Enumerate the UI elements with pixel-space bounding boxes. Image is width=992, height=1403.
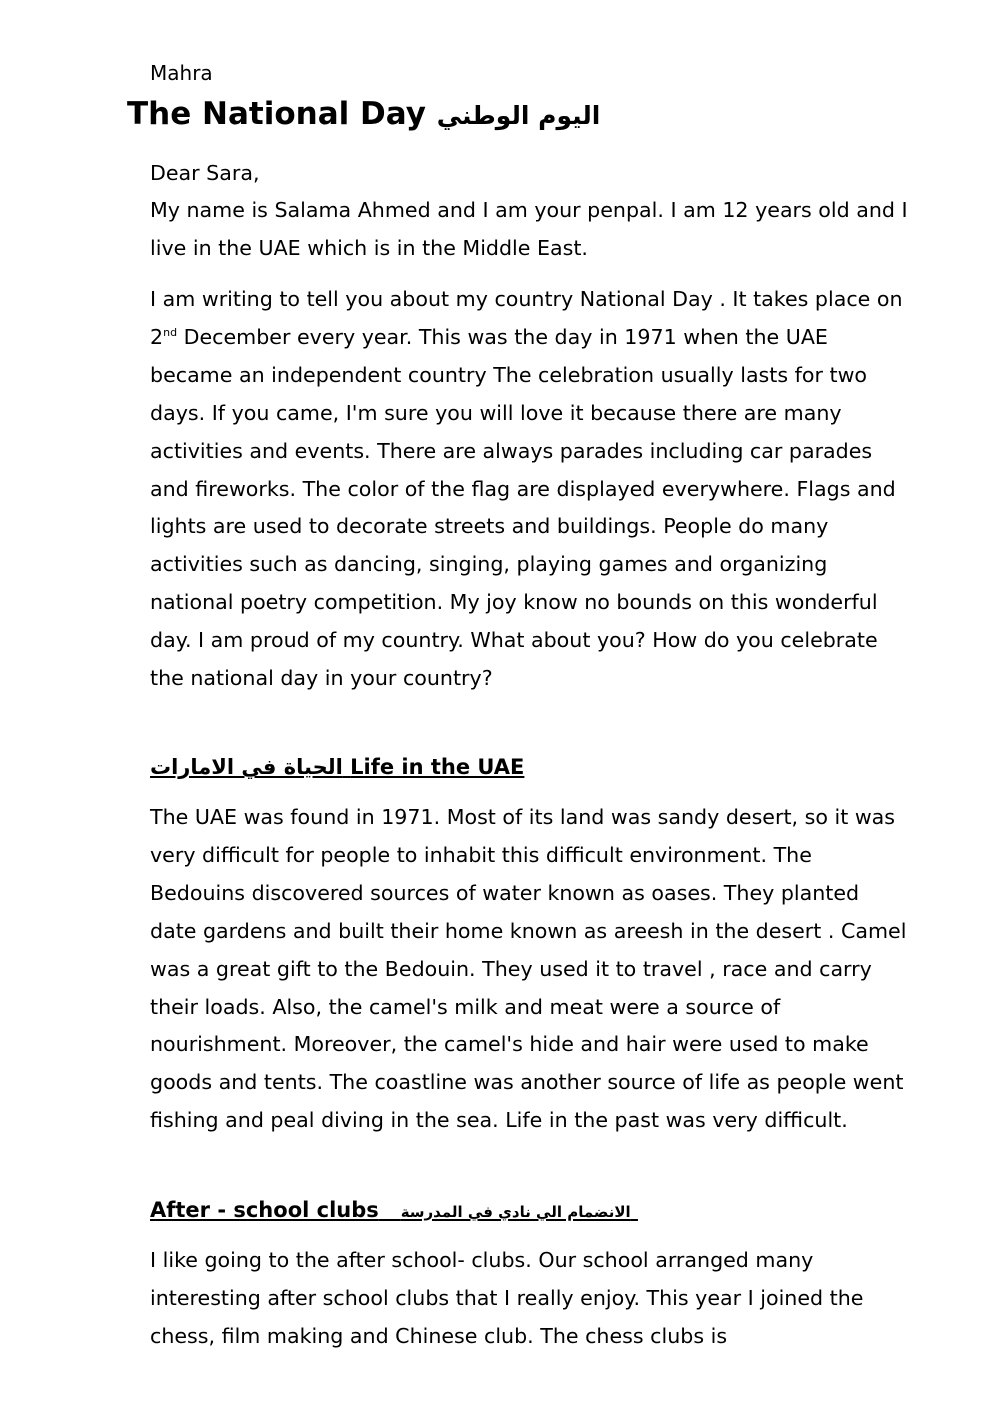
letter-greeting: Dear Sara, (150, 161, 260, 185)
date-ordinal-suffix: nd (163, 325, 178, 339)
after-school-clubs-heading (150, 1196, 638, 1226)
life-in-uae-text: The UAE was found in 1971. Most of its land was sandy desert, so it was very difficult for people to inhabit this difficult environment. The Bedouins discovered sources of water known as oases. They planted date gardens and built their home known as areesh in the desert . Camel was a great gift to the Bedouin. They used it to travel , race and carry their loads. Also, the camel's milk and meat were a source of nourishment. Moreover, the camel's hide and hair were used to make goods and tents. The coastline was another source of life as people went fishing and peal diving in the sea. Life in the past was very difficult. (150, 805, 907, 1133)
after-school-clubs-text: I like going to the after school- clubs. Our school arranged many interesting after school clubs that I really enjoy. This year I joined the chess, film making and Chinese club. The chess clubs is (150, 1248, 864, 1348)
intro-paragraph (150, 192, 910, 268)
title-arabic: اليوم الوطني (436, 101, 601, 130)
page-title (127, 95, 600, 135)
national-day-paragraph (150, 281, 910, 698)
life-in-uae-heading (150, 752, 524, 782)
life-in-uae-paragraph (150, 799, 910, 1140)
national-day-text-start: I am writing to tell you about my country National Day . It takes place on 2 (150, 287, 903, 349)
title-english: The National Day (127, 96, 426, 132)
life-heading-arabic: الحياة في الامارات (150, 755, 343, 779)
clubs-heading-english: After - school clubs (150, 1198, 379, 1222)
clubs-heading-arabic: الانضمام الي نادي في المدرسة (400, 1203, 631, 1221)
intro-text: My name is Salama Ahmed and I am your penpal. I am 12 years old and I live in the UAE which is in the Middle East. (150, 198, 908, 260)
author-name: Mahra (150, 61, 213, 85)
national-day-text-rest: December every year. This was the day in 1971 when the UAE became an independent country The celebration usually lasts for two days. If you came, I'm sure you will love it because there are many activities and events. There are always parades including car parades and fireworks. The color of the flag are displayed everywhere. Flags and lights are used to decorate streets and buildings. People do many activities such as dancing, singing, playing games and organizing national poetry competition. My joy know no bounds on this wonderful day. I am proud of my country. What about you? How do you celebrate the national day in your country? (150, 324, 896, 691)
after-school-clubs-paragraph (150, 1242, 910, 1356)
life-heading-english: Life in the UAE (350, 755, 525, 779)
